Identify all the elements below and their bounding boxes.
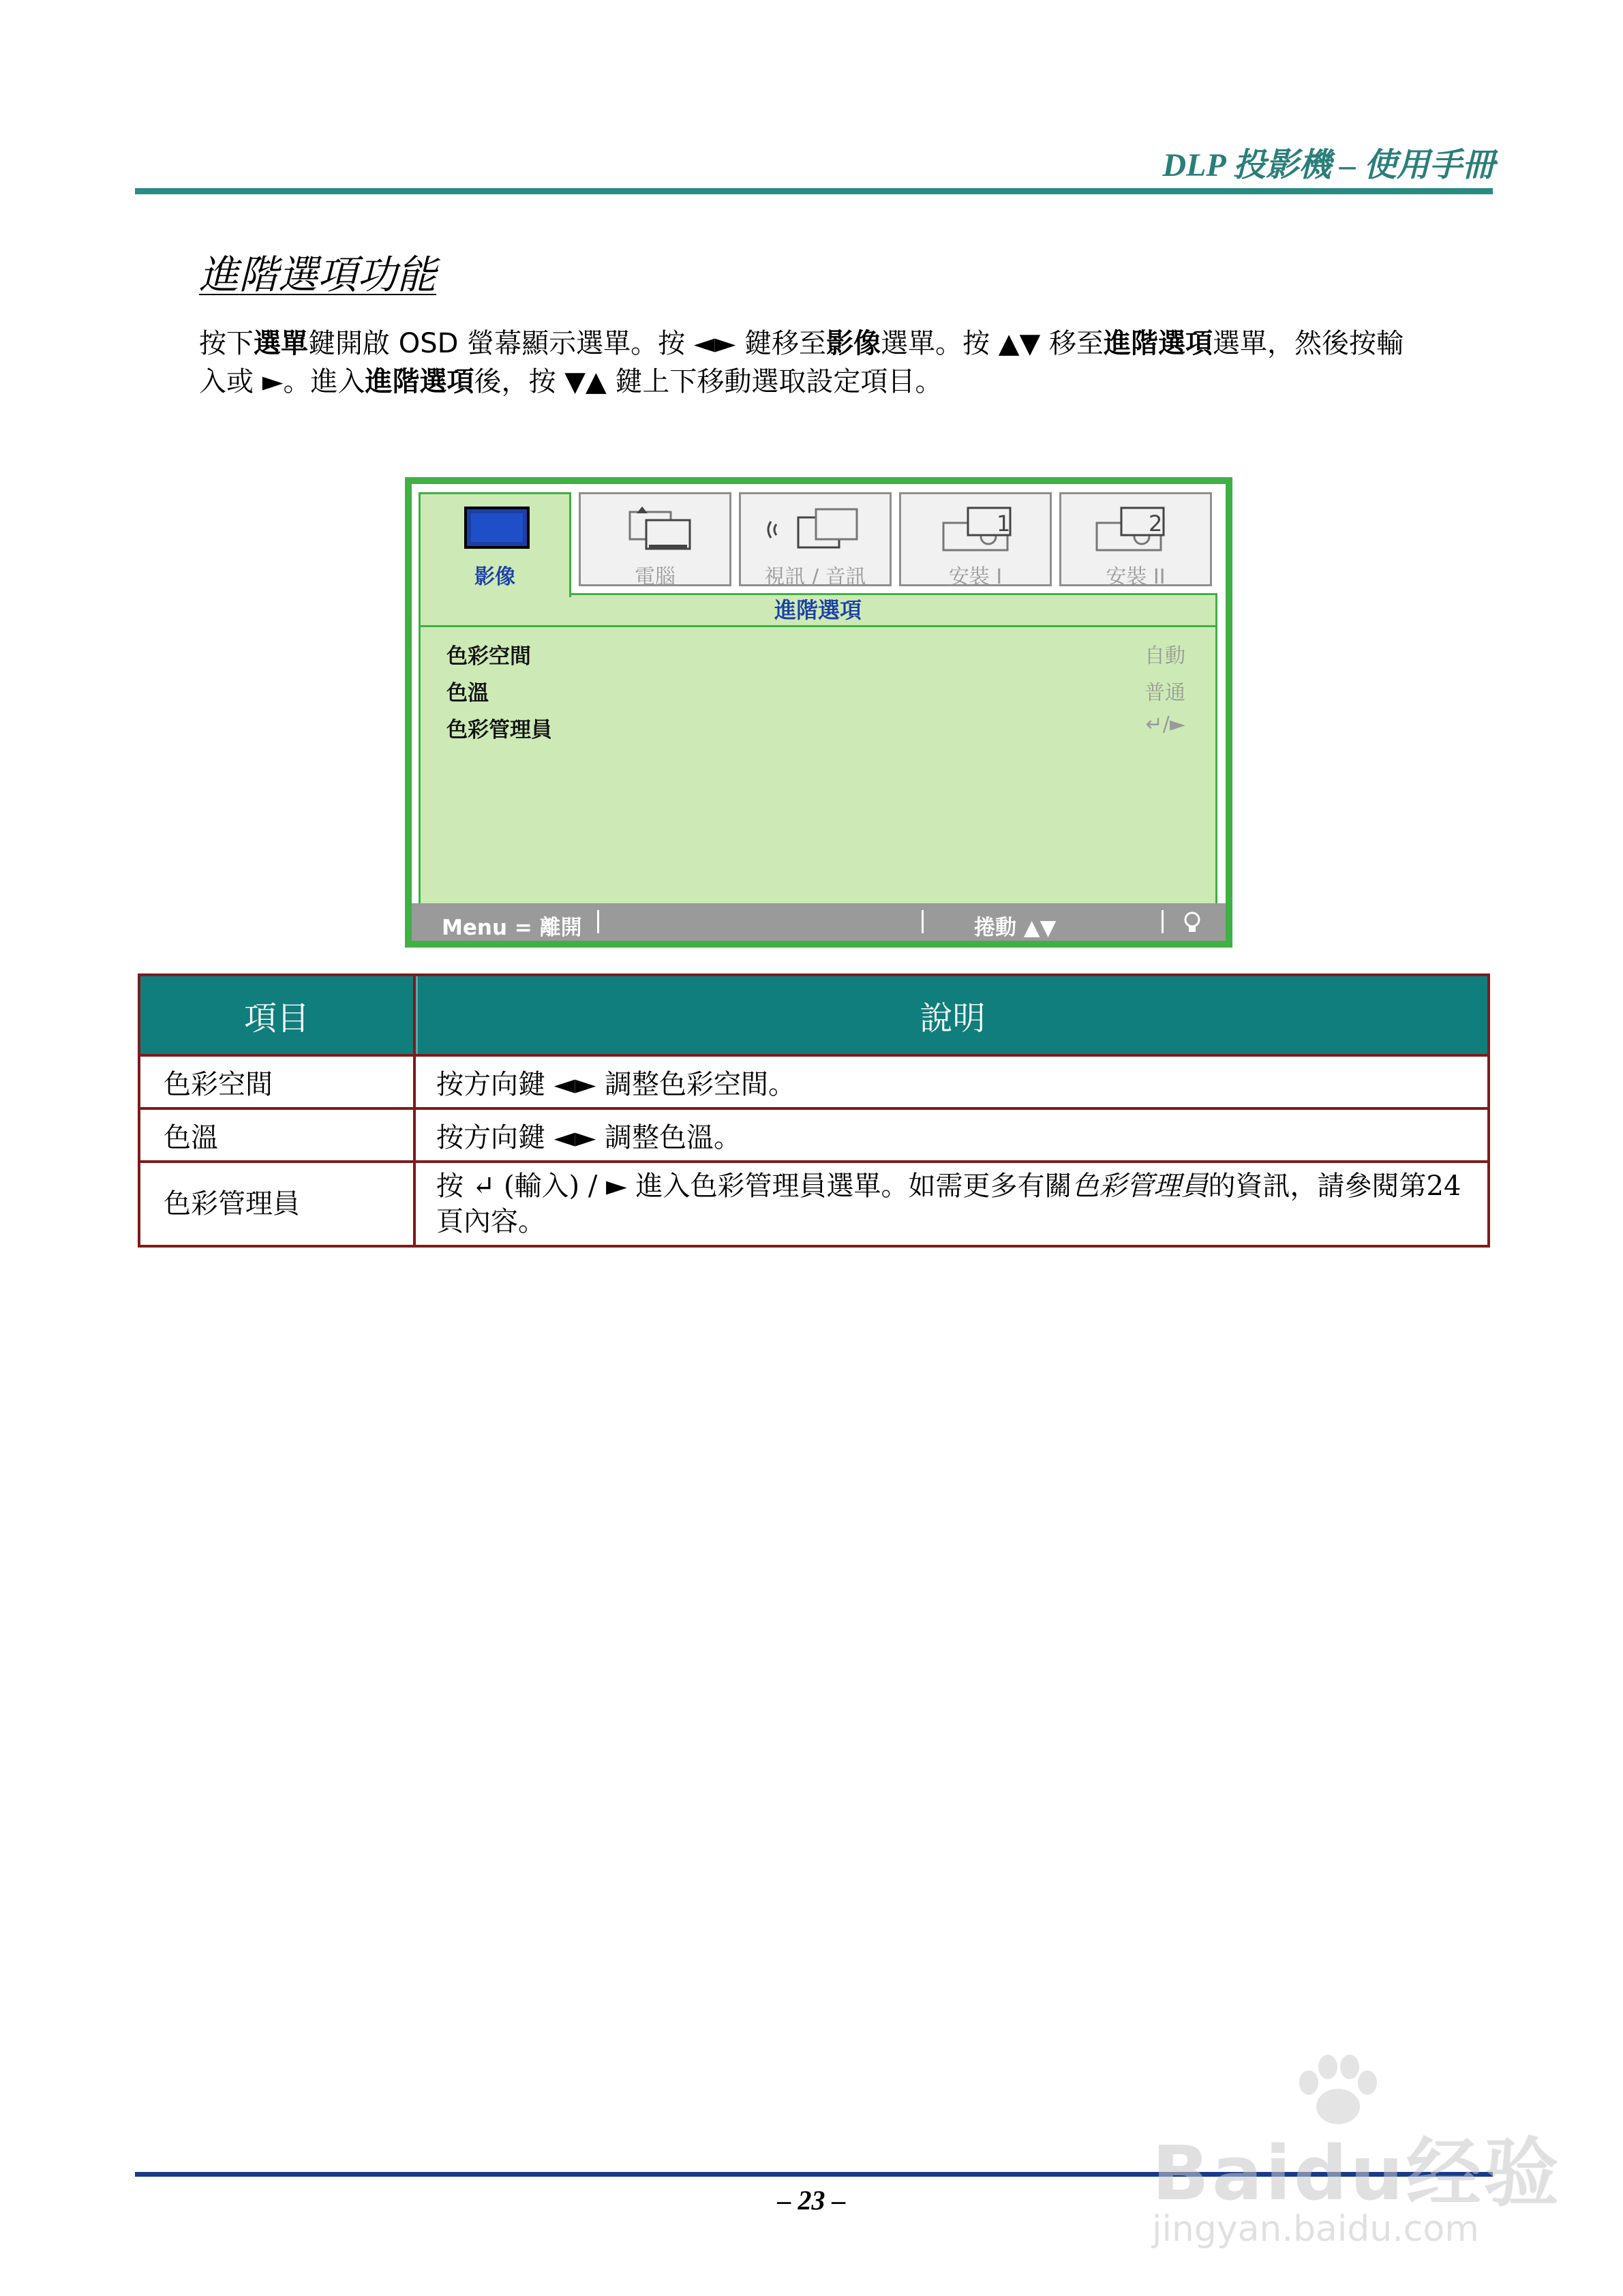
osd-item-color-manager[interactable] [446,712,1185,746]
table-row [139,1108,1489,1162]
table-row [139,1162,1489,1246]
header-title: DLP 投影機 – 使用手冊 [1162,147,1495,183]
page-number: – 23 – [777,2185,846,2216]
osd-item-color-space[interactable] [446,639,1185,673]
tab-setup-1[interactable] [899,492,1052,589]
item-cell: 色彩空間 [139,1055,414,1108]
cross-reference: 色彩管理員 [1072,1170,1209,1202]
tab-setup-2[interactable] [1059,492,1212,589]
baidu-watermark [1152,2052,1562,2256]
table-header-row [139,975,1489,1055]
footer-separator [597,910,599,933]
tab-label: 影像 [474,565,515,589]
tab-label: 安裝 II [1106,565,1166,589]
watermark-url: jingyan.baidu.com [1152,2209,1479,2250]
header-description: 說明 [414,975,1489,1055]
video-audio-icon [741,504,894,554]
header-rule [135,188,1493,194]
section-title: 進階選項功能 [199,252,437,298]
svg-text:2: 2 [1149,511,1163,537]
computer-icon [581,504,733,554]
tab-image[interactable] [419,492,571,597]
osd-item-value: 自動 [1144,644,1185,668]
osd-item-label: 色彩管理員 [446,718,552,742]
osd-inner [412,484,1226,927]
desc-cell: 按方向鍵 ◄► 調整色溫。 [414,1108,1489,1162]
header-item: 項目 [139,975,414,1055]
watermark-brand: Baidu经验 [1152,2130,1562,2217]
tab-computer[interactable] [579,492,731,589]
footer-menu-hint: Menu = 離開 [442,916,582,940]
item-cell: 色溫 [139,1108,414,1162]
svg-text:1: 1 [997,511,1011,537]
osd-menu [405,477,1232,948]
desc-cell: 按 ↵ (輸入) / ► 進入色彩管理員選單。如需更多有關色彩管理員的資訊，請參閱第24 頁內容。 [414,1162,1489,1246]
footer-separator [922,910,924,933]
desc-cell: 按方向鍵 ◄► 調整色彩空間。 [414,1055,1489,1108]
tab-label: 安裝 I [948,565,1003,589]
osd-panel [419,593,1217,922]
table-row [139,1055,1489,1108]
intro-line-1: 按下選單鍵開啟 OSD 螢幕顯示選單。按 ◄► 鍵移至影像選單。按 ▲▼ 移至進階選項選單，然後按輸 [199,328,1404,359]
osd-item-color-temp[interactable] [446,676,1185,710]
osd-item-value: 普通 [1144,681,1185,705]
lightbulb-icon [1182,911,1202,933]
footer-scroll-hint: 捲動 ▲▼ [974,916,1057,940]
monitor-icon [421,504,573,554]
description-table [138,973,1490,1248]
projector-2-icon [1061,504,1214,554]
footer-separator [1162,910,1164,933]
tab-video-audio[interactable] [739,492,892,589]
projector-1-icon [901,504,1054,554]
item-cell: 色彩管理員 [139,1162,414,1246]
osd-item-value: ↵/► [1145,712,1185,736]
intro-line-2: 入或 ►。進入進階選項後，按 ▼▲ 鍵上下移動選取設定項目。 [199,366,943,397]
osd-footer [412,903,1226,941]
osd-submenu-title: 進階選項 [421,595,1215,627]
osd-item-label: 色溫 [446,681,489,706]
tab-label: 視訊 / 音訊 [764,565,866,589]
tab-label: 電腦 [635,565,676,589]
osd-item-label: 色彩空間 [446,644,531,669]
